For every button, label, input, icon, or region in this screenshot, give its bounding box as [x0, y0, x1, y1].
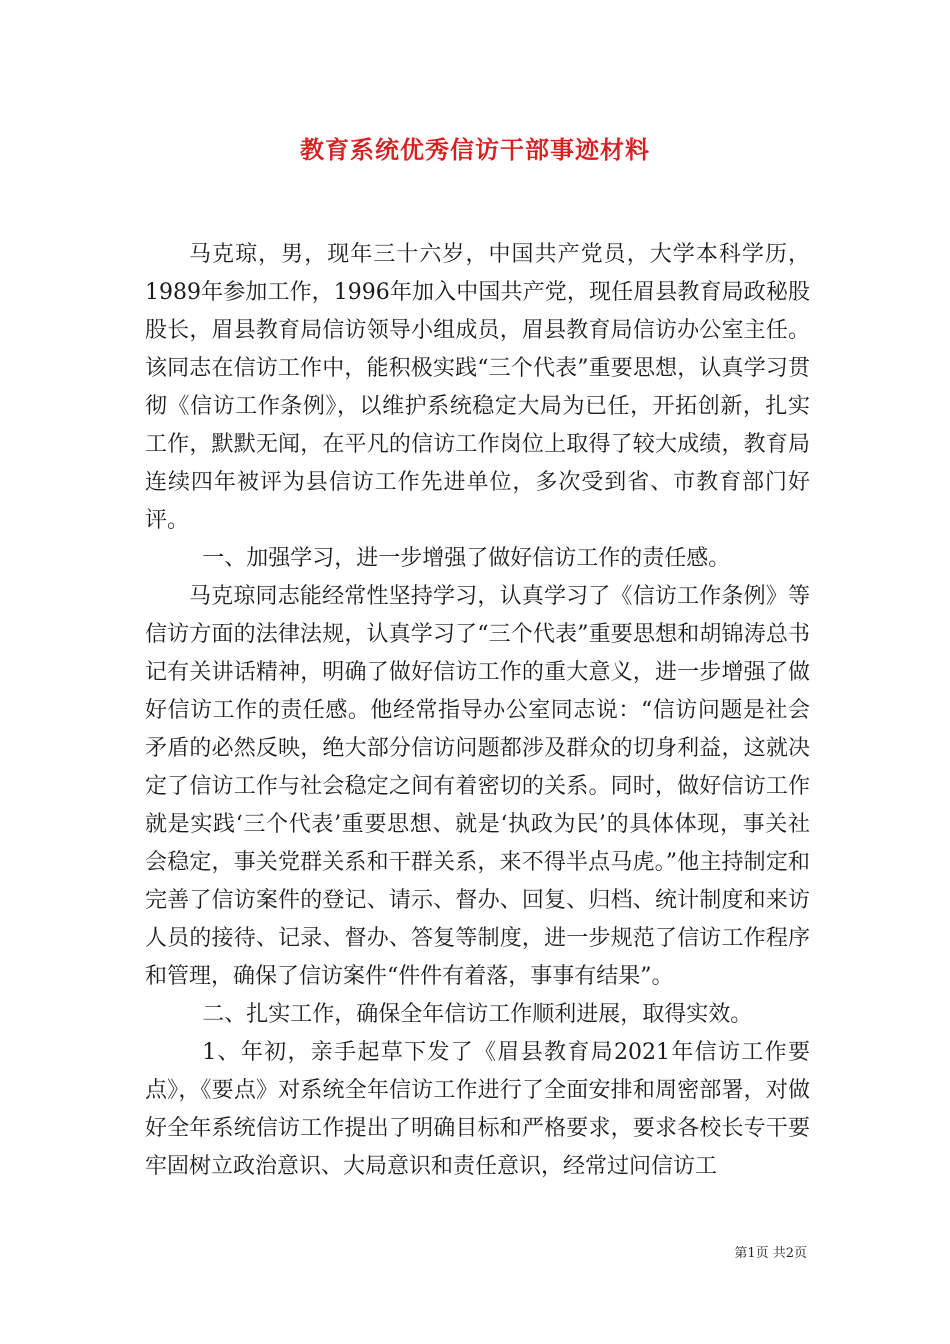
page-number-footer: 第1页 共2页: [734, 1246, 807, 1261]
document-title: 教育系统优秀信访干部事迹材料: [300, 135, 650, 164]
section-heading-1: 一、加强学习，进一步增强了做好信访工作的责任感。: [202, 546, 731, 571]
paragraph-section-1: 马克琼同志能经常性坚持学习，认真学习了《信访工作条例》等信访方面的法律法规，认真学习了“三个代表”重要思想和胡锦涛总书记有关讲话精神，明确了做好信访工作的重大意义，进一步增强了做好信访工作的责任感。他经常指导办公室同志说：“信访问题是社会矛盾的必然反映，绝大部分信访问题都涉及群众的切身利益，这就决定了信访工作与社会稳定之间有着密切的关系。同时，做好信访工作就是实践‘三个代表’重要思想、就是‘执政为民’的具体体现，事关社会稳定，事关党群关系和干群关系，来不得半点马虎。”他主持制定和完善了信访案件的登记、请示、督办、回复、归档、统计制度和来访人员的接待、记录、督办、答复等制度，进一步规范了信访工作程序和管理，确保了信访案件“件件有着落，事事有结果”。: [145, 584, 810, 989]
paragraph-item-1: 1、年初，亲手起草下发了《眉县教育局2021年信访工作要点》，《要点》对系统全年信访工作进行了全面安排和周密部署，对做好全年系统信访工作提出了明确目标和严格要求，要求各校长专干要牢固树立政治意识、大局意识和责任意识，经常过问信访工: [145, 1040, 810, 1179]
document-body: [145, 236, 810, 1186]
paragraph-intro: 马克琼，男，现年三十六岁，中国共产党员，大学本科学历，1989年参加工作，1996年加入中国共产党，现任眉县教育局政秘股股长，眉县教育局信访领导小组成员，眉县教育局信访办公室主任。该同志在信访工作中，能积极实践“三个代表”重要思想，认真学习贯彻《信访工作条例》，以维护系统稳定大局为已任，开拓创新，扎实工作，默默无闻，在平凡的信访工作岗位上取得了较大成绩，教育局连续四年被评为县信访工作先进单位，多次受到省、市教育部门好评。: [145, 242, 810, 533]
section-heading-2: 二、扎实工作，确保全年信访工作顺利进展，取得实效。: [202, 1002, 753, 1027]
